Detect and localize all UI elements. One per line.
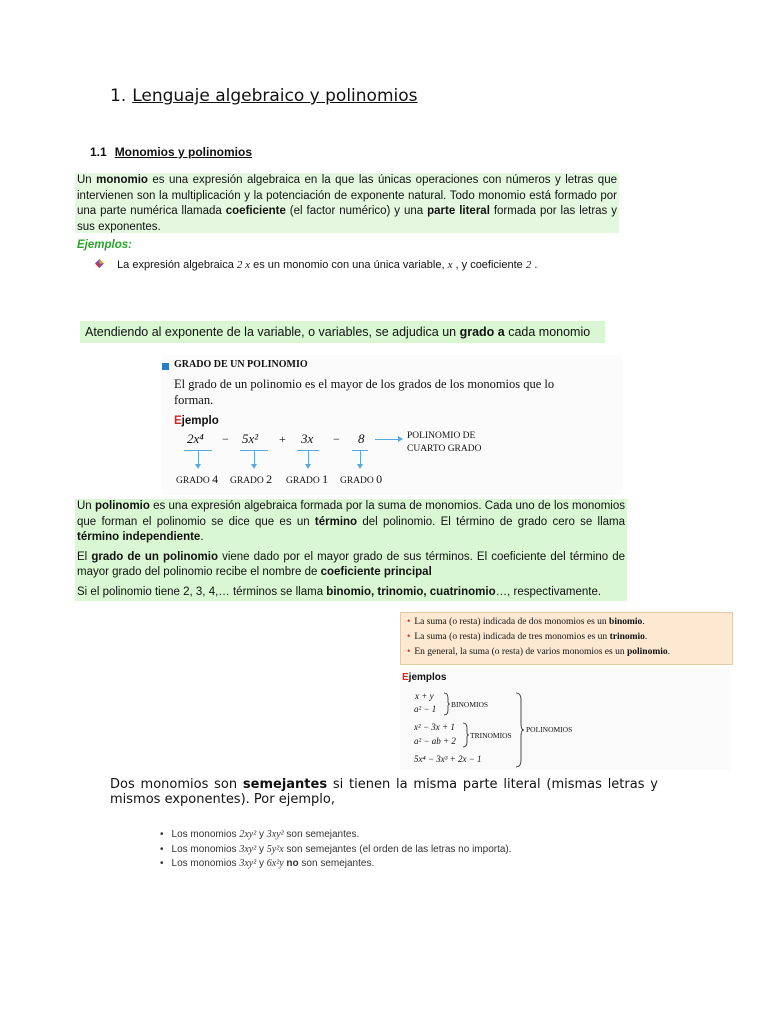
expr: a² − ab + 2 (414, 736, 456, 746)
text: Un (77, 174, 97, 186)
math-var: x (447, 259, 453, 271)
subsection-heading (90, 145, 252, 159)
term-coeficiente: coeficiente (225, 205, 286, 217)
ejemplo-initial: E (174, 415, 182, 427)
text: y (256, 858, 267, 869)
ejemplos-rest: jemplos (408, 672, 447, 683)
bullet-diamond-icon (95, 259, 104, 268)
grado-label (230, 472, 272, 487)
math-expr: 5y²x (266, 843, 284, 855)
semejantes-list (160, 828, 512, 872)
term-monomio: monomio (96, 174, 148, 186)
text: Dos monomios son (110, 777, 243, 792)
text: La suma (o resta) indicada de tres monomios es un (414, 632, 610, 642)
arrow-right-icon (375, 439, 399, 440)
text: . (642, 617, 645, 627)
text: Atendiendo al exponente de la variable, o variables, se adjudica un (85, 325, 460, 339)
polinomios-label: POLINOMIOS (526, 725, 573, 734)
text: . (644, 632, 648, 642)
term: binomio (609, 617, 643, 627)
grado-word: GRADO (286, 476, 320, 486)
math-expr: 2 x (236, 259, 251, 271)
text: son semejantes (el orden de las letras no importa). (283, 843, 512, 855)
expr: a² − 1 (414, 704, 437, 714)
ejemplos-label (402, 672, 446, 683)
arrow-down-icon (360, 451, 361, 465)
term: 2x⁴ (187, 431, 204, 446)
grado-label (340, 472, 382, 487)
text: es una expresión algebraica en la que las únicas operaciones con números y letras que intervienen son la multiplicación y la potenciación de exponente natural. Todo monomio está formado por una parte numérica llamada (77, 174, 617, 217)
grado-figure (162, 355, 622, 495)
text: La suma (o resta) indicada de dos monomios es un (414, 617, 610, 627)
brace-icon (515, 692, 525, 768)
list-item (160, 828, 512, 843)
expr: 5x⁴ − 3x³ + 2x − 1 (414, 754, 482, 764)
ejemplos-figure (400, 670, 730, 770)
bullet-icon: • (407, 632, 411, 642)
text: son semejantes. (283, 829, 360, 840)
text: …, respectivamente. (495, 585, 602, 598)
section-heading (110, 86, 418, 106)
term-termino-independiente: término independiente (77, 531, 201, 543)
text: Un (77, 500, 95, 512)
text: y (256, 843, 267, 855)
text: El (77, 550, 92, 563)
term: trinomio (609, 632, 645, 642)
text: Los monomios (171, 829, 240, 840)
text: . (200, 531, 204, 543)
text: . (667, 647, 670, 657)
text: del polinomio. El término de grado cero se llama (357, 515, 625, 528)
result-label (407, 430, 481, 456)
term-grado-polinomio: grado de un polinomio (91, 550, 218, 563)
grado-word: GRADO (176, 476, 210, 486)
text: (el factor numérico) y una (285, 205, 428, 217)
text: son semejantes. (298, 858, 375, 869)
list-item (160, 843, 512, 858)
term: 8 (358, 431, 365, 446)
math-expr: 6x²y (266, 858, 284, 869)
paragraph (77, 550, 625, 581)
subsection-number: 1.1 (90, 145, 107, 159)
section-number: 1. (110, 86, 127, 106)
trinomios-label: TRINOMIOS (470, 731, 512, 740)
grado-intro (80, 321, 605, 343)
expr: x² − 3x + 1 (414, 722, 455, 732)
ejemplo-label (174, 415, 219, 427)
result-line: POLINOMIO DE (407, 431, 476, 441)
math-coef: 2 (525, 259, 532, 271)
bullet-icon: • (407, 617, 411, 627)
arrow-down-icon (308, 451, 309, 465)
figure-title: GRADO DE UN POLINOMIO (174, 359, 308, 370)
paragraph (77, 585, 625, 601)
operator: − (333, 432, 340, 446)
math-expr: 3xy² (266, 829, 284, 840)
list-item (407, 615, 726, 630)
term-binomio-trinomio: binomio, trinomio, cuatrinomio (326, 585, 496, 598)
text: Si el polinomio tiene 2, 3, 4,… términos se llama (77, 585, 327, 598)
semejantes-paragraph (110, 777, 658, 807)
operator: + (279, 432, 286, 446)
bullet-icon: • (160, 858, 164, 869)
text: formada por las letras y sus exponentes. (77, 205, 618, 233)
term-coeficiente-principal: coeficiente principal (320, 566, 432, 578)
ejemplo-rest: jemplo (181, 415, 219, 427)
result-line: CUARTO GRADO (407, 444, 482, 454)
text: Los monomios (171, 858, 240, 869)
grado-label (286, 472, 328, 487)
term-semejantes: semejantes (242, 777, 328, 792)
list-item (407, 630, 726, 645)
binomio-box (400, 612, 733, 665)
figure-text: El grado de un polinomio es el mayor de los grados de los monomios que lo forman. (174, 377, 555, 407)
term-polinomio: polinomio (94, 500, 150, 512)
text: es una expresión algebraica formada por la suma de monomios. Cada uno de los monomios que forman el polinomio se dice que es un (77, 500, 625, 528)
list-item (160, 857, 512, 872)
bullet-icon: • (407, 647, 411, 657)
section-title: Lenguaje algebraico y polinomios (132, 86, 418, 106)
text: La expresión algebraica (117, 259, 237, 271)
text: Los monomios (171, 843, 240, 855)
monomio-definition (75, 173, 619, 233)
operator: − (222, 432, 229, 446)
binomios-label: BINOMIOS (451, 700, 489, 709)
text: . (531, 259, 538, 271)
text-bold: no (286, 858, 299, 869)
term: 5x² (242, 431, 259, 446)
grado-value: 0 (376, 472, 383, 486)
term: polinomio (626, 647, 668, 657)
text: cada monomio (504, 325, 591, 339)
math-expr: 2xy² (239, 829, 257, 840)
term-termino: término (314, 515, 358, 528)
polinomio-definition (75, 499, 627, 601)
grado-value: 2 (266, 472, 273, 486)
term-parte-literal: parte literal (427, 205, 490, 217)
text: si tienen la misma parte literal (mismas letras y mismos exponentes). Por ejemplo, (110, 777, 658, 807)
grado-value: 4 (212, 472, 219, 486)
math-expr: 3xy² (239, 858, 257, 869)
text: viene dado por el mayor grado de sus términos. El coeficiente del término de mayor grado del polinomio recibe el nombre de (77, 550, 625, 578)
ejemplos-label: Ejemplos: (77, 239, 132, 251)
arrow-down-icon (198, 451, 199, 465)
subsection-title: Monomios y polinomios (114, 145, 253, 159)
text: es un monomio con una única variable, (250, 259, 448, 271)
list-item (407, 645, 726, 660)
ejemplos-initial: E (402, 672, 409, 683)
square-bullet-icon (162, 363, 169, 370)
grado-value: 1 (322, 472, 329, 486)
text: , y coeficiente (452, 259, 526, 271)
expr: x + y (415, 691, 434, 701)
brace-icon (462, 722, 470, 748)
grado-word: GRADO (230, 476, 264, 486)
text: En general, la suma (o resta) de varios monomios es un (414, 647, 627, 657)
example-line (95, 259, 537, 271)
brace-icon (443, 692, 451, 716)
math-expr: 3xy² (239, 843, 257, 855)
grado-label (176, 472, 218, 487)
term: 3x (301, 431, 314, 446)
bullet-icon: • (160, 843, 164, 855)
grado-word: GRADO (340, 476, 374, 486)
arrow-down-icon (254, 451, 255, 465)
bullet-icon: • (160, 829, 164, 840)
term-grado: grado a (459, 325, 505, 339)
paragraph (77, 499, 625, 546)
text: y (256, 829, 267, 840)
